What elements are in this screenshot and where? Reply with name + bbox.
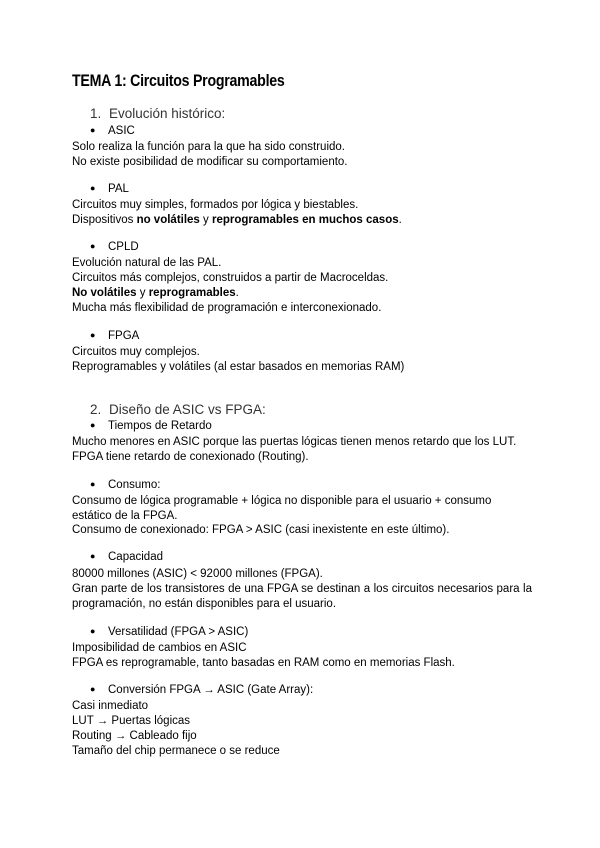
consumo-line-1: Consumo de lógica programable + lógica no disponible para el usuario + consumo estático de la FPGA. [72, 495, 492, 522]
bold-text: No volátiles [72, 287, 137, 299]
bullet-label: ASIC [108, 125, 135, 137]
tiempos-line-2: FPGA tiene retardo de conexionado (Routing). [72, 451, 309, 463]
bullet-dot-icon: ● [90, 125, 96, 135]
section-heading-text: Diseño de ASIC vs FPGA: [109, 402, 266, 417]
versatilidad-line-1: Imposibilidad de cambios en ASIC [72, 642, 247, 654]
bullet-label: Consumo: [108, 479, 161, 491]
cpld-line-4: Mucha más flexibilidad de programación e interconexionado. [72, 302, 382, 314]
fpga-line-2: Reprogramables y volátiles (al estar basados en memorias RAM) [72, 361, 405, 373]
bullet-dot-icon: ● [90, 479, 96, 489]
section-number: 1. [90, 106, 102, 121]
pal-line-2: Dispositivos no volátiles y reprogramables en muchos casos. [72, 214, 402, 226]
capacidad-line-2: Gran parte de los transistores de una FPGA se destinan a los circuitos necesarios para la programación, no están disponibles para el usuario. [72, 583, 532, 610]
cpld-line-3: No volátiles y reprogramables. [72, 287, 239, 299]
bullet-capacidad [90, 551, 163, 563]
bullet-dot-icon: ● [90, 241, 96, 251]
bullet-dot-icon: ● [90, 183, 96, 193]
bullet-fpga [90, 330, 139, 342]
asic-line-2: No existe posibilidad de modificar su comportamiento. [72, 156, 348, 168]
bullet-tiempos [90, 420, 212, 432]
conversion-line-4: Tamaño del chip permanece o se reduce [72, 745, 280, 757]
conversion-line-1: Casi inmediato [72, 700, 149, 712]
bold-text: no volátiles [136, 214, 200, 226]
conversion-line-2: LUT → Puertas lógicas [72, 715, 191, 727]
section-heading-diseno [90, 402, 266, 417]
versatilidad-line-2: FPGA es reprogramable, tanto basadas en RAM como en memorias Flash. [72, 657, 455, 669]
bullet-label: CPLD [108, 241, 139, 253]
bullet-label: Capacidad [108, 551, 163, 563]
bullet-consumo [90, 479, 160, 491]
capacidad-line-1: 80000 millones (ASIC) < 92000 millones (FPGA). [72, 568, 323, 580]
bullet-asic [90, 125, 135, 137]
pal-line-1: Circuitos muy simples, formados por lógica y biestables. [72, 199, 359, 211]
bullet-versatilidad [90, 626, 248, 638]
section-number: 2. [90, 402, 102, 417]
cpld-line-2: Circuitos más complejos, construidos a partir de Macroceldas. [72, 272, 389, 284]
tiempos-line-1: Mucho menores en ASIC porque las puertas lógicas tienen menos retardo que los LUT. [72, 436, 517, 448]
conversion-line-3: Routing → Cableado fijo [72, 730, 197, 742]
bullet-dot-icon: ● [90, 420, 96, 430]
fpga-line-1: Circuitos muy complejos. [72, 346, 200, 358]
bullet-label: Conversión FPGA → ASIC (Gate Array): [108, 684, 314, 696]
bullet-label: FPGA [108, 330, 140, 342]
page-title: TEMA 1: Circuitos Programables [72, 72, 285, 90]
bullet-label: Tiempos de Retardo [108, 420, 212, 432]
bullet-label: PAL [108, 183, 129, 195]
bullet-cpld [90, 241, 139, 253]
cpld-line-1: Evolución natural de las PAL. [72, 257, 222, 269]
bullet-dot-icon: ● [90, 330, 96, 340]
asic-line-1: Solo realiza la función para la que ha sido construido. [72, 141, 345, 153]
section-heading-evolucion [90, 106, 225, 121]
bullet-pal [90, 183, 129, 195]
bullet-label: Versatilidad (FPGA > ASIC) [108, 626, 249, 638]
bullet-dot-icon: ● [90, 626, 96, 636]
bold-text: reprogramables [148, 287, 236, 299]
bold-text: reprogramables en muchos casos [211, 214, 399, 226]
bullet-conversion [90, 684, 313, 696]
section-heading-text: Evolución histórico: [109, 106, 226, 121]
consumo-line-2: Consumo de conexionado: FPGA > ASIC (casi inexistente en este último). [72, 524, 450, 536]
bullet-dot-icon: ● [90, 684, 96, 694]
bullet-dot-icon: ● [90, 551, 96, 561]
